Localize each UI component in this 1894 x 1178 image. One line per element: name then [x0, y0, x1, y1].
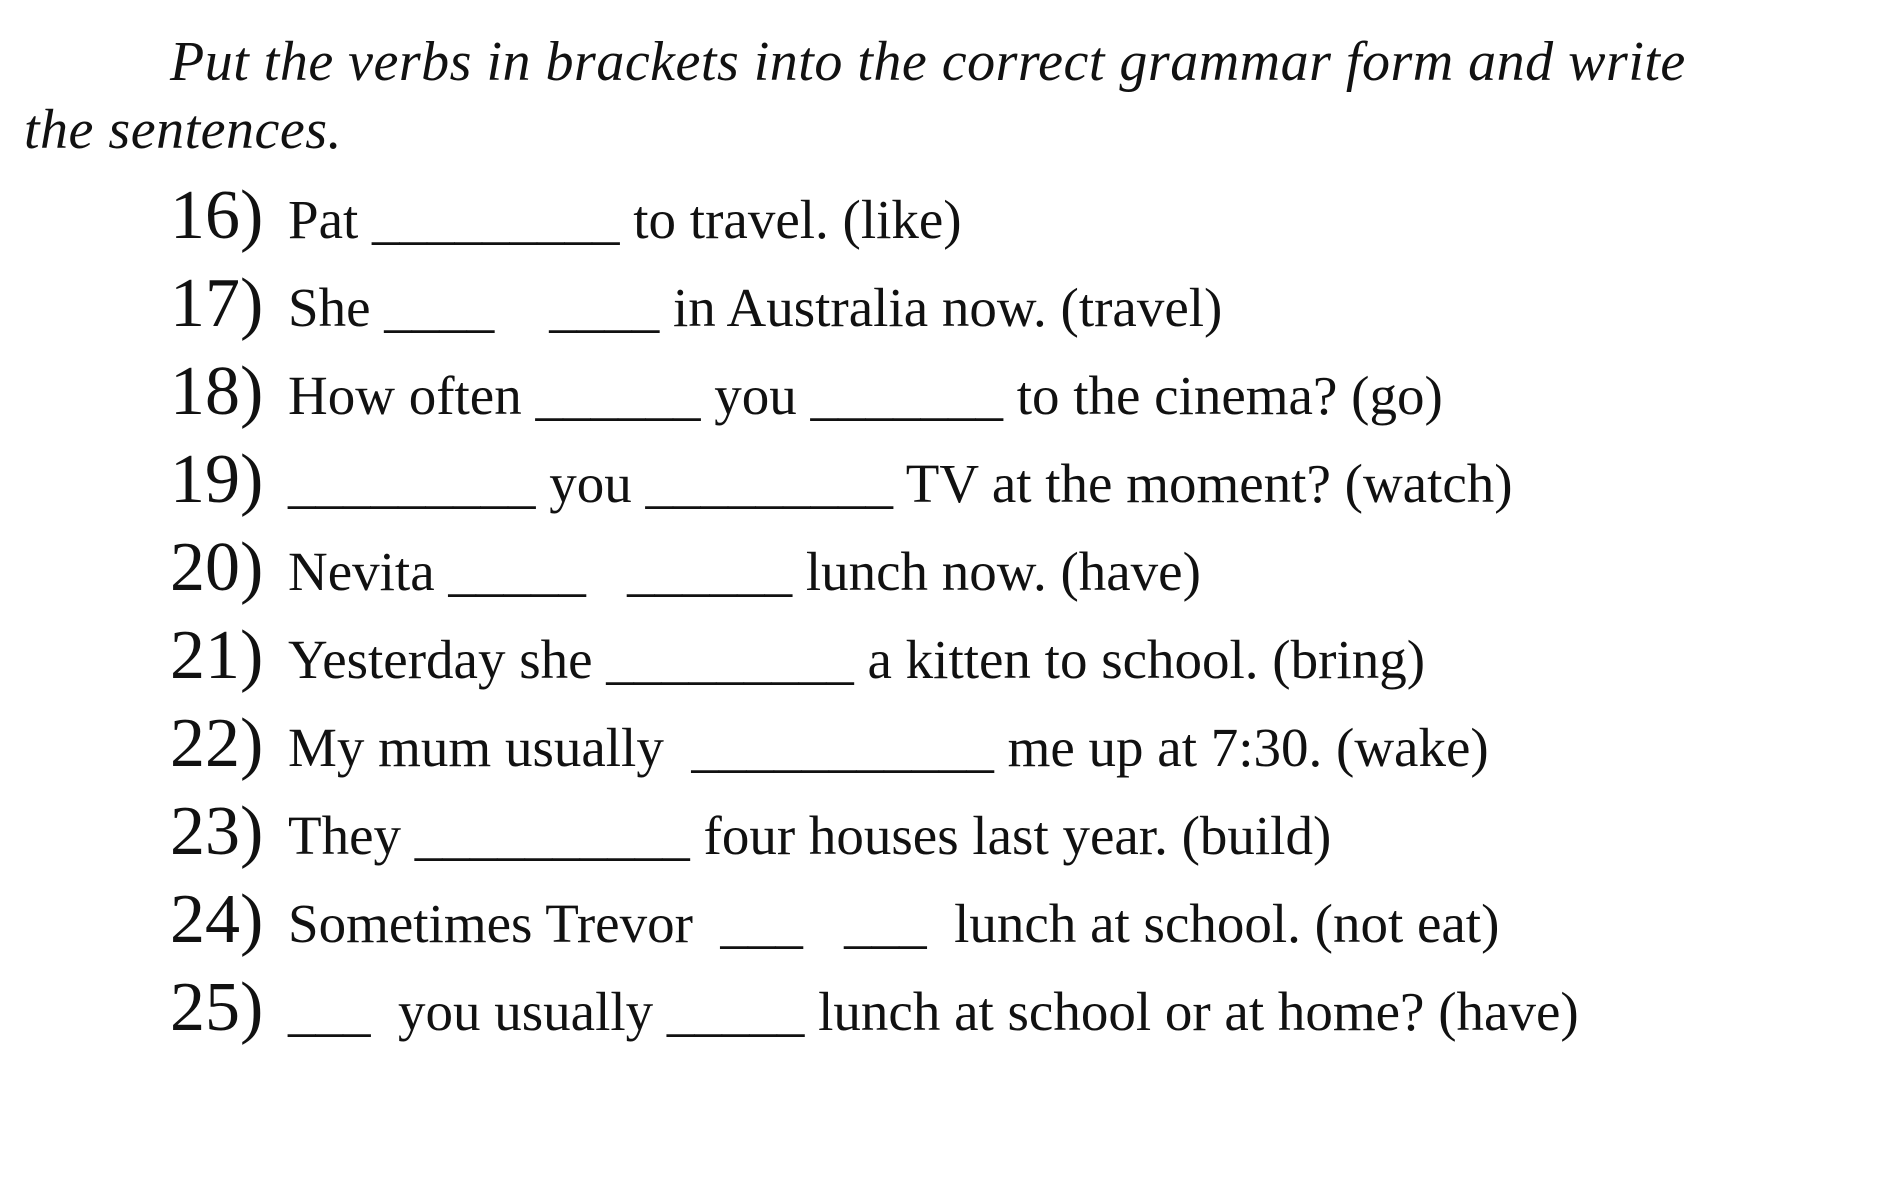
exercise-sentence: Nevita _____ ______ lunch now. (have)	[288, 541, 1201, 602]
exercise-number: 19)	[170, 441, 264, 518]
exercise-number: 23)	[170, 793, 264, 870]
exercise-sentence: Yesterday she _________ a kitten to school. (bring)	[288, 629, 1426, 690]
exercise-item	[170, 528, 1579, 616]
exercise-item	[170, 880, 1579, 968]
exercise-item	[170, 704, 1579, 792]
exercise-item	[170, 440, 1579, 528]
exercise-item	[170, 352, 1579, 440]
exercise-sentence: My mum usually ___________ me up at 7:30. (wake)	[288, 717, 1489, 778]
exercise-number: 18)	[170, 353, 264, 430]
exercise-number: 25)	[170, 969, 264, 1046]
exercise-number: 21)	[170, 617, 264, 694]
exercise-sentence: They __________ four houses last year. (build)	[288, 805, 1332, 866]
exercise-item	[170, 968, 1579, 1056]
exercise-sentence: She ____ ____ in Australia now. (travel)	[288, 277, 1223, 338]
exercise-item	[170, 616, 1579, 704]
exercise-number: 17)	[170, 265, 264, 342]
exercise-number: 24)	[170, 881, 264, 958]
exercise-number: 16)	[170, 177, 264, 254]
exercise-item	[170, 176, 1579, 264]
exercise-sentence: How often ______ you _______ to the cinema? (go)	[288, 365, 1443, 426]
exercise-list	[170, 176, 1579, 1056]
exercise-number: 20)	[170, 529, 264, 606]
exercise-item	[170, 264, 1579, 352]
instruction-text: Put the verbs in brackets into the correct grammar form and write the sentences.	[24, 31, 1686, 161]
exercise-number: 22)	[170, 705, 264, 782]
exercise-sentence: Sometimes Trevor ___ ___ lunch at school. (not eat)	[288, 893, 1500, 954]
exercise-item	[170, 792, 1579, 880]
exercise-sentence: ___ you usually _____ lunch at school or at home? (have)	[288, 981, 1579, 1042]
exercise-sentence: _________ you _________ TV at the moment? (watch)	[288, 453, 1513, 514]
exercise-sentence: Pat _________ to travel. (like)	[288, 189, 962, 250]
